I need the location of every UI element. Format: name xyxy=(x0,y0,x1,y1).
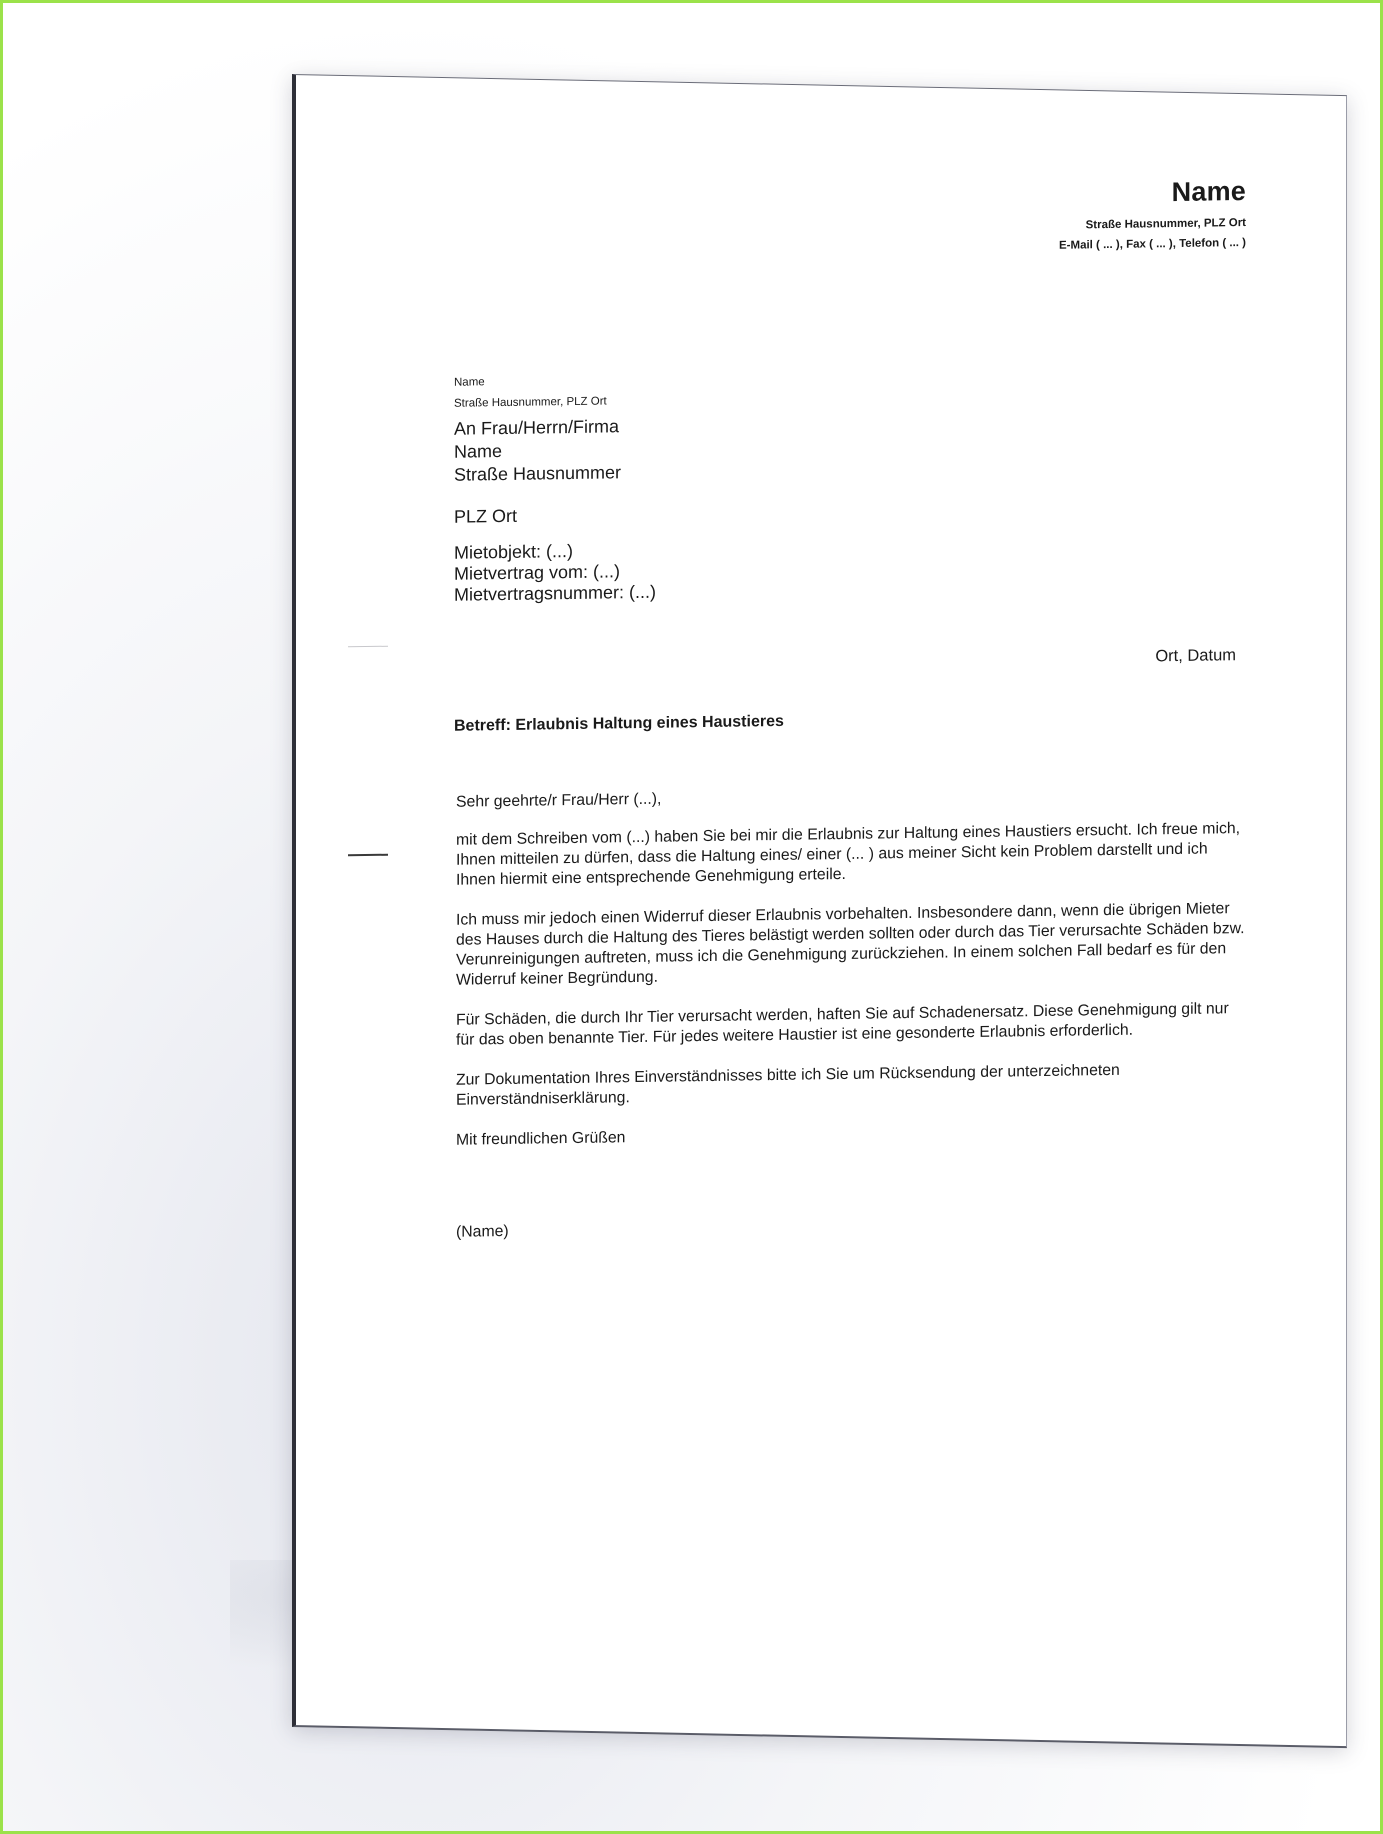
return-address-name: Name xyxy=(454,376,485,389)
body-paragraph-3: Für Schäden, die durch Ihr Tier verursacht werden, haften Sie auf Schadenersatz. Diese Genehmigung gilt nur für das oben benannte Tier. Für jedes weitere Haustier ist eine gesonderte Erlaubnis erforderlich. xyxy=(456,1000,1229,1049)
place-date: Ort, Datum xyxy=(1155,646,1236,666)
ref-rental-object: Mietobjekt: (...) xyxy=(454,540,574,563)
letterhead-contact: E-Mail ( ... ), Fax ( ... ), Telefon ( ... ) xyxy=(1059,236,1246,252)
ref-contract-date: Mietvertrag vom: (...) xyxy=(454,561,621,584)
signature: (Name) xyxy=(456,1222,509,1241)
recipient-line-city: PLZ Ort xyxy=(454,505,518,527)
return-address-street: Straße Hausnummer, PLZ Ort xyxy=(454,395,607,410)
body-paragraph-1: mit dem Schreiben vom (...) haben Sie bei mir die Erlaubnis zur Haltung eines Haustiers ersucht. Ich freue mich, Ihnen mitteilen zu dürfen, dass die Haltung eines/ einer (... ) aus meiner Sicht kein Problem darstellt und ich Ihnen hiermit eine entsprechende Genehmigung erteile. xyxy=(456,820,1241,889)
recipient-line-salutation: An Frau/Herrn/Firma xyxy=(454,416,620,439)
recipient-line-name: Name xyxy=(454,441,503,462)
body-paragraph-4: Zur Dokumentation Ihres Einverständnisses bitte ich Sie um Rücksendung der unterzeichneten Einverständniserklärung. xyxy=(456,1061,1120,1109)
subject-line: Betreff: Erlaubnis Haltung eines Haustieres xyxy=(454,712,784,735)
body-paragraph-2: Ich muss mir jedoch einen Widerruf dieser Erlaubnis vorbehalten. Insbesondere dann, wenn die übrigen Mieter des Hauses durch die Haltung des Tieres belästigt werden sollten oder durch das Tier verursachte Schäden bzw. Verunreinigungen auftreten, muss ich die Genehmigung zurückziehen. In einem solchen Fall bedarf es für den Widerruf keiner Begründung. xyxy=(456,900,1245,989)
letterhead-name: Name xyxy=(1171,175,1246,208)
ref-contract-number: Mietvertragsnummer: (...) xyxy=(454,581,657,605)
closing: Mit freundlichen Grüßen xyxy=(456,1129,626,1149)
salutation: Sehr geehrte/r Frau/Herr (...), xyxy=(456,790,662,811)
letterhead-address: Straße Hausnummer, PLZ Ort xyxy=(1085,216,1246,232)
recipient-line-street: Straße Hausnummer xyxy=(454,462,622,485)
